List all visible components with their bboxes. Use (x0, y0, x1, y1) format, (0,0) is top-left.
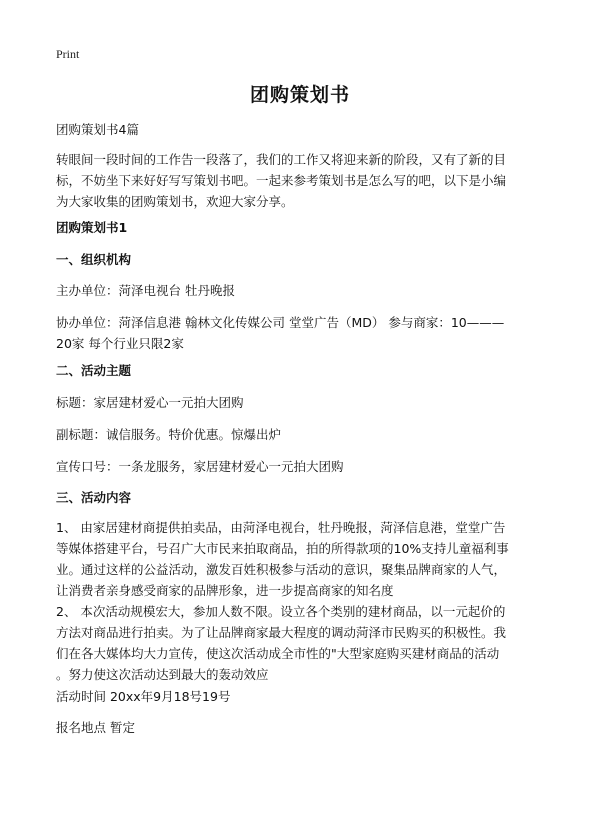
content-line: 们在各大媒体均大力宣传，使这次活动成全市性的"大型家庭购买建材商品的活动 (56, 646, 500, 661)
content-line: 1、 由家居建材商提供拍卖品，由菏泽电视台，牡丹晚报，菏泽信息港，堂堂广告 (56, 520, 506, 535)
section-title: 团购策划书1 (56, 220, 128, 235)
event-time: 活动时间 20xx年9月18号19号 (56, 689, 231, 704)
intro-line: 为大家收集的团购策划书，欢迎大家分享。 (56, 194, 294, 209)
coorganizer-line: 20家 每个行业只限2家 (56, 336, 184, 351)
content-line: 等媒体搭建平台，号召广大市民来拍取商品，拍的所得款项的10%支持儿童福利事 (56, 541, 509, 556)
intro-line: 转眼间一段时间的工作告一段落了，我们的工作又将迎来新的阶段，又有了新的目 (56, 152, 507, 167)
content-paragraph-1 (56, 517, 546, 601)
page-title: 团购策划书 (249, 84, 350, 106)
heading-content: 三、活动内容 (56, 490, 132, 505)
subtitle: 团购策划书4篇 (56, 122, 139, 137)
content-line: 2、 本次活动规模宏大，参加人数不限。设立各个类别的建材商品，以一元起价的 (56, 604, 506, 619)
content-line: 。努力使这次活动达到最大的轰动效应 (56, 667, 269, 682)
coorganizer-paragraph (56, 312, 546, 354)
intro-line: 标，不妨坐下来好好写写策划书吧。一起来参考策划书是怎么写的吧，以下是小编 (56, 173, 507, 188)
subtitle-line: 副标题：诚信服务。特价优惠。惊爆出炉 (56, 427, 282, 442)
heading-theme: 二、活动主题 (56, 363, 132, 378)
slogan-line: 宣传口号：一条龙服务，家居建材爱心一元拍大团购 (56, 459, 344, 474)
host-line: 主办单位：菏泽电视台 牡丹晚报 (56, 283, 235, 298)
content-line: 业。通过这样的公益活动，激发百姓积极参与活动的意识，聚集品牌商家的人气， (56, 562, 507, 577)
content-line: 让消费者亲身感受商家的品牌形象，进一步提高商家的知名度 (56, 583, 394, 598)
content-paragraph-2 (56, 601, 546, 685)
intro-paragraph (56, 149, 546, 212)
coorganizer-line: 协办单位：菏泽信息港 翰林文化传媒公司 堂堂广告（MD） 参与商家：10——— (56, 315, 505, 330)
content-line: 方法对商品进行拍卖。为了让品牌商家最大程度的调动菏泽市民购买的积极性。我 (56, 625, 507, 640)
heading-organization: 一、组织机构 (56, 252, 132, 267)
registration-location: 报名地点 暂定 (56, 720, 135, 735)
print-link[interactable]: Print (56, 47, 80, 61)
title-line: 标题：家居建材爱心一元拍大团购 (56, 395, 244, 410)
